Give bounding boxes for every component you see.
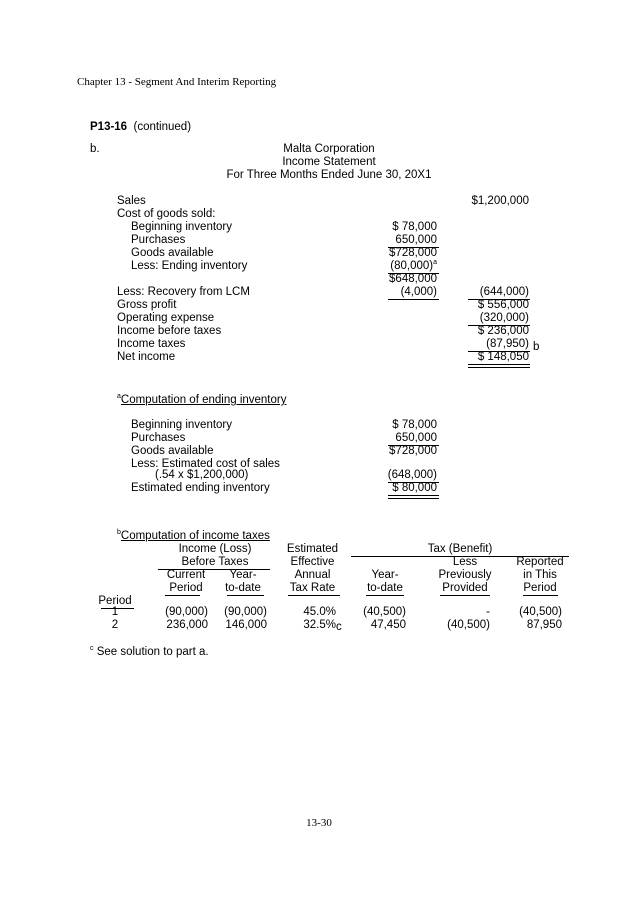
tax-row-1-period: 1 [111, 606, 119, 618]
col-prev-1: Less [452, 556, 478, 568]
ca-val-goods-avail: $728,000 [389, 445, 437, 457]
comp-b-title: Computation of income taxes [120, 530, 270, 542]
tax-row-1-ytd: (90,000) [224, 606, 267, 618]
tax-row-2-period: 2 [111, 619, 119, 631]
is-rule-net-bottom [468, 367, 530, 368]
tax-row-2-ytd: 146,000 [225, 619, 267, 631]
tax-row-1-current: (90,000) [165, 606, 208, 618]
is-label-gross-profit: Gross profit [117, 299, 177, 311]
statement-period: For Three Months Ended June 30, 20X1 [226, 169, 432, 181]
ca-label-est-end: Estimated ending inventory [131, 482, 270, 494]
is-rule-lcm [388, 299, 439, 300]
col-reported-2: in This [523, 569, 557, 581]
ca-rule-final-top [388, 495, 439, 496]
col-reported-rule [523, 595, 558, 596]
tax-row-1-reported: (40,500) [519, 606, 562, 618]
is-label-opex: Operating expense [117, 312, 215, 324]
is-label-net-income: Net income [117, 351, 176, 363]
is-c1-purchases: 650,000 [395, 234, 437, 246]
is-label-cogs: Cost of goods sold: [117, 208, 216, 220]
col-rate-4: Tax Rate [289, 582, 336, 594]
col-prev-rule [440, 595, 490, 596]
is-c1-end-inv: $(80,000)^a$ [390, 259, 437, 272]
is-c1-subtotal: $648,000 [389, 273, 437, 285]
col-reported-1: Reported [516, 556, 564, 568]
ca-label-beg-inv: Beginning inventory [131, 419, 233, 431]
comp-b-mark: b [117, 529, 121, 536]
col-rate-3: Annual [294, 569, 331, 581]
is-label-goods-avail: Goods available [131, 247, 214, 259]
ca-label-goods-avail: Goods available [131, 445, 214, 457]
group-tax-header: Tax (Benefit) [427, 543, 493, 555]
page-number: 13-30 [306, 817, 332, 829]
comp-a-mark: a [117, 393, 121, 400]
tax-row-2-current: 236,000 [166, 619, 208, 631]
tax-row-2-rate-note: c [336, 621, 342, 633]
is-c2-opex: (320,000) [479, 312, 529, 324]
col-current-rule [165, 595, 200, 596]
tax-row-1-tax-ytd: (40,500) [363, 606, 406, 618]
is-c1-beg-inv: $ 78,000 [392, 221, 437, 233]
comp-a-heading [117, 394, 286, 407]
problem-suffix: (continued) [133, 121, 192, 133]
problem-heading [90, 121, 191, 134]
is-c2-gross-profit: $ 556,000 [477, 299, 529, 311]
comp-a-title: Computation of ending inventory [120, 394, 287, 406]
ca-label-calc: (.54 x $1,200,000) [155, 469, 249, 481]
col-rate-1: Estimated [286, 543, 339, 555]
part-label: b. [90, 143, 100, 155]
group-income-subheader: Before Taxes [181, 556, 249, 568]
tax-row-2-prev: (40,500) [447, 619, 490, 631]
is-label-tax: Income taxes [117, 338, 186, 350]
ca-label-est-cos: Less: Estimated cost of sales [131, 458, 280, 470]
col-prev-3: Provided [442, 582, 488, 594]
is-label-beg-inv: Beginning inventory [131, 221, 233, 233]
note-c-mark: c [90, 645, 94, 652]
col-prev-2: Previously [438, 569, 492, 581]
is-label-sales: Sales [117, 195, 146, 207]
ca-val-beg-inv: $ 78,000 [392, 419, 437, 431]
note-a-mark: a [433, 259, 437, 266]
is-label-ibt: Income before taxes [117, 325, 222, 337]
comp-b-heading [117, 530, 270, 543]
ca-val-est-end: $ 80,000 [392, 482, 437, 494]
is-c2-tax: (87,950) [486, 338, 529, 350]
note-c [90, 646, 209, 659]
is-label-end-inv: Less: Ending inventory [131, 260, 248, 272]
ca-val-calc: (648,000) [387, 469, 437, 481]
col-tax-ytd-rule [366, 595, 404, 596]
col-tax-ytd-2: to-date [367, 582, 403, 594]
is-label-purchases: Purchases [131, 234, 186, 246]
col-period: Period [98, 595, 132, 607]
is-c2-sales: $1,200,000 [471, 195, 529, 207]
note-b-mark: b [533, 341, 540, 353]
note-c-text: See solution to part a. [96, 646, 209, 658]
is-c1-lcm: (4,000) [400, 286, 437, 298]
is-label-lcm: Less: Recovery from LCM [117, 286, 250, 298]
tax-row-1-rate: 45.0% [303, 606, 336, 618]
col-ytd-rule [227, 595, 264, 596]
is-c1-goods-avail: $728,000 [389, 247, 437, 259]
is-rule-net-top [468, 364, 530, 365]
chapter-header: Chapter 13 - Segment And Interim Reporting [77, 76, 277, 88]
col-ytd-2: to-date [225, 582, 261, 594]
col-reported-3: Period [523, 582, 557, 594]
tax-row-2-reported: 87,950 [526, 619, 562, 631]
col-rate-2: Effective [290, 556, 335, 568]
problem-label: P13-16 [90, 121, 128, 133]
col-rate-rule [288, 595, 340, 596]
col-ytd-1: Year- [229, 569, 257, 581]
is-c2-lcm: (644,000) [479, 286, 529, 298]
group-income-header: Income (Loss) [178, 543, 252, 555]
is-c2-net-income: $ 148,050 [477, 351, 529, 363]
ca-label-purchases: Purchases [131, 432, 186, 444]
col-current-2: Period [169, 582, 203, 594]
ca-val-purchases: 650,000 [395, 432, 437, 444]
company-name: Malta Corporation [283, 143, 375, 155]
tax-row-2-rate: 32.5% [303, 619, 336, 631]
tax-row-2-tax-ytd: 47,450 [370, 619, 406, 631]
ca-rule-final-bottom [388, 498, 439, 499]
statement-title: Income Statement [282, 156, 376, 168]
is-c2-ibt: $ 236,000 [477, 325, 529, 337]
col-current-1: Current [166, 569, 206, 581]
tax-row-1-prev: - [486, 606, 490, 618]
col-tax-ytd-1: Year- [371, 569, 399, 581]
